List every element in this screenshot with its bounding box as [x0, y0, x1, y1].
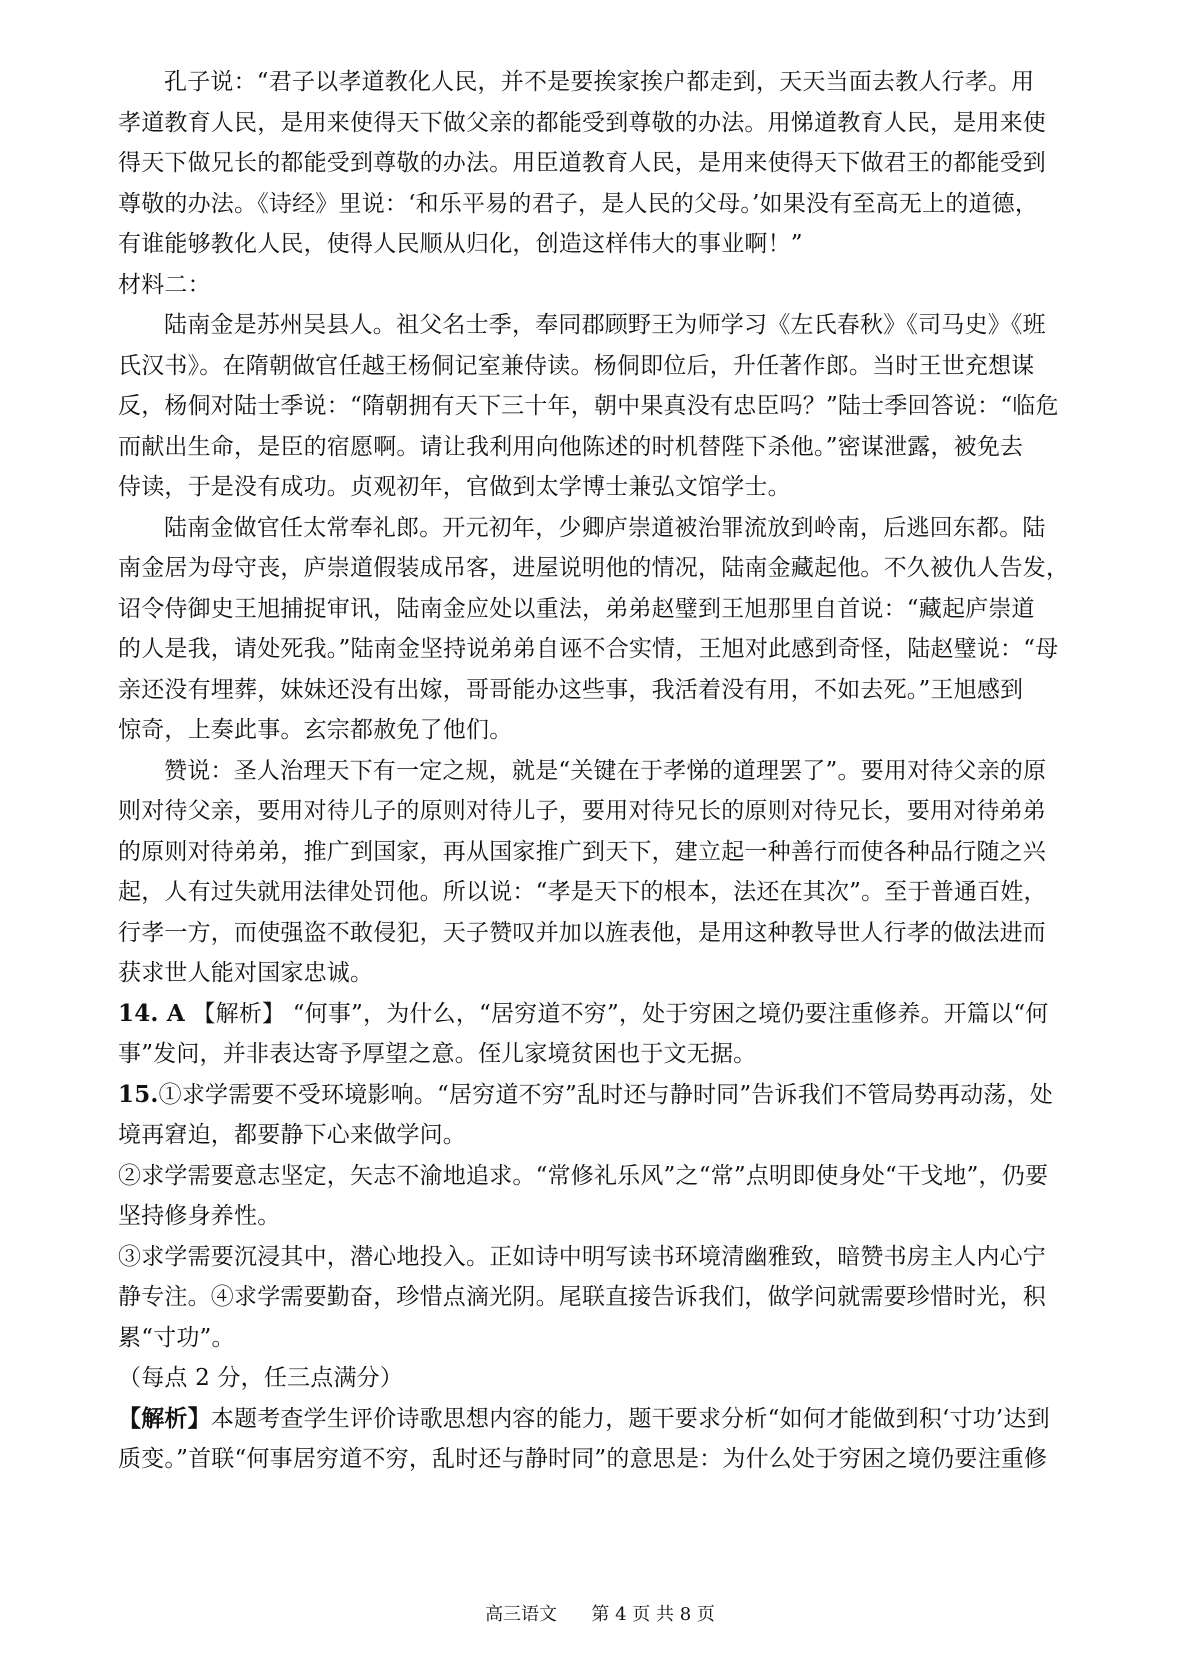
- analysis-label: 【解析】: [118, 1404, 211, 1432]
- paragraph-line: 质变。”首联“何事居穷道不穷，乱时还与静时同”的意思是：为什么处于穷困之境仍要注重修: [118, 1446, 1048, 1472]
- paragraph-line: 则对待父亲，要用对待儿子的原则对待儿子，要用对待兄长的原则对待兄长，要用对待弟弟: [118, 798, 1046, 824]
- paragraph-line: 诏令侍御史王旭捕捉审讯，陆南金应处以重法，弟弟赵璧到王旭那里自首说：“藏起庐崇道: [118, 595, 1035, 622]
- paragraph-line: 惊奇，上奏此事。玄宗都赦免了他们。: [118, 717, 513, 743]
- paragraph-line: ②求学需要意志坚定，矢志不渝地追求。“常修礼乐风”之“常”点明即使身处“干戈地”，仍要: [118, 1162, 1049, 1189]
- paragraph-line: 坚持修身养性。: [118, 1203, 281, 1229]
- analysis-text: 本题考查学生评价诗歌思想内容的能力，题干要求分析“如何才能做到积‘寸功’达到: [210, 1405, 1050, 1432]
- paragraph-line: 亲还没有埋葬，妹妹还没有出嫁，哥哥能办这些事，我活着没有用，不如去死。”王旭感到: [118, 676, 1024, 703]
- paragraph-line: 行孝一方，而使强盗不敢侵犯，天子赞叹并加以旌表他，是用这种教导世人行孝的做法进而: [118, 919, 1046, 946]
- analysis-block: [118, 1399, 1078, 1440]
- scoring-note: （每点 2 分，任三点满分）: [118, 1365, 404, 1391]
- paragraph-line: 陆南金是苏州吴县人。祖父名士季，奉同郡顾野王为师学习《左氏春秋》《司马史》《班: [164, 312, 1046, 338]
- answer-text: 【解析】 “何事”，为什么，“居穷道不穷”，处于穷困之境仍要注重修养。开篇以“何: [192, 1000, 1049, 1027]
- section-heading: 材料二：: [118, 271, 211, 298]
- paragraph-line: 孔子说：“君子以孝道教化人民，并不是要挨家挨户都走到，天天当面去教人行孝。用: [164, 69, 1035, 95]
- paragraph-line: 静专注。④求学需要勤奋，珍惜点滴光阴。尾联直接告诉我们，做学问就需要珍惜时光，积: [118, 1284, 1046, 1310]
- question-number: 14. A: [118, 999, 185, 1027]
- page-footer: [0, 1604, 1200, 1626]
- paragraph-line: 反，杨侗对陆士季说：“隋朝拥有天下三十年，朝中果真没有忠臣吗？”陆士季回答说：“临危: [118, 393, 1059, 419]
- answer-text: ①求学需要不受环境影响。“居穷道不穷”乱时还与静时同”告诉我们不管局势再动荡，处: [158, 1081, 1053, 1108]
- paragraph-line: 境再窘迫，都要静下心来做学问。: [118, 1122, 466, 1148]
- document-body: [118, 62, 1078, 1480]
- paragraph-line: 的人是我，请处死我。”陆南金坚持说弟弟自诬不合实情，王旭对此感到奇怪，陆赵璧说：“母: [118, 636, 1059, 662]
- paragraph-line: 南金居为母守丧，庐崇道假装成吊客，进屋说明他的情况，陆南金藏起他。不久被仇人告发，: [118, 555, 1070, 581]
- paragraph-line: 起，人有过失就用法律处罚他。所以说：“孝是天下的根本，法还在其次”。至于普通百姓，: [118, 879, 1047, 905]
- paragraph-line: ③求学需要沉浸其中，潜心地投入。正如诗中明写读书环境清幽雅致，暗赞书房主人内心宁: [118, 1243, 1046, 1270]
- question-number: 15.: [118, 1080, 159, 1108]
- paragraph-line: 累“寸功”。: [118, 1324, 235, 1351]
- paragraph-line: 尊敬的办法。《诗经》里说：‘和乐平易的君子，是人民的父母。’如果没有至高无上的道德，: [118, 190, 1039, 217]
- footer-subject: 高三语文: [485, 1604, 558, 1625]
- paragraph-line: 而献出生命，是臣的宿愿啊。请让我利用向他陈述的时机替陛下杀他。”密谋泄露，被免去: [118, 433, 1024, 460]
- paragraph-line: 氏汉书》。在隋朝做官任越王杨侗记室兼侍读。杨侗即位后，升任著作郎。当时王世充想谋: [118, 352, 1035, 379]
- answer-14: [118, 994, 1078, 1035]
- paragraph-line: 陆南金做官任太常奉礼郎。开元初年，少卿庐崇道被治罪流放到岭南，后逃回东都。陆: [164, 514, 1046, 541]
- paragraph-line: 孝道教育人民，是用来使得天下做父亲的都能受到尊敬的办法。用悌道教育人民，是用来使: [118, 109, 1046, 136]
- paragraph-line: 侍读，于是没有成功。贞观初年，官做到太学博士兼弘文馆学士。: [118, 474, 791, 500]
- paragraph-line: 得天下做兄长的都能受到尊敬的办法。用臣道教育人民，是用来使得天下做君王的都能受到: [118, 150, 1046, 176]
- paragraph-line: 赞说：圣人治理天下有一定之规，就是“关键在于孝悌的道理罢了”。要用对待父亲的原: [164, 757, 1047, 784]
- footer-page-number: 第 4 页 共 8 页: [591, 1604, 715, 1625]
- paragraph-line: 有谁能够教化人民，使得人民顺从归化，创造这样伟大的事业啊！”: [118, 231, 803, 257]
- paragraph-line: 事”发问，并非表达寄予厚望之意。侄儿家境贫困也于文无据。: [118, 1041, 757, 1067]
- answer-15: [118, 1075, 1078, 1116]
- paragraph-line: 获求世人能对国家忠诚。: [118, 960, 374, 986]
- paragraph-line: 的原则对待弟弟，推广到国家，再从国家推广到天下，建立起一种善行而使各种品行随之兴: [118, 838, 1046, 865]
